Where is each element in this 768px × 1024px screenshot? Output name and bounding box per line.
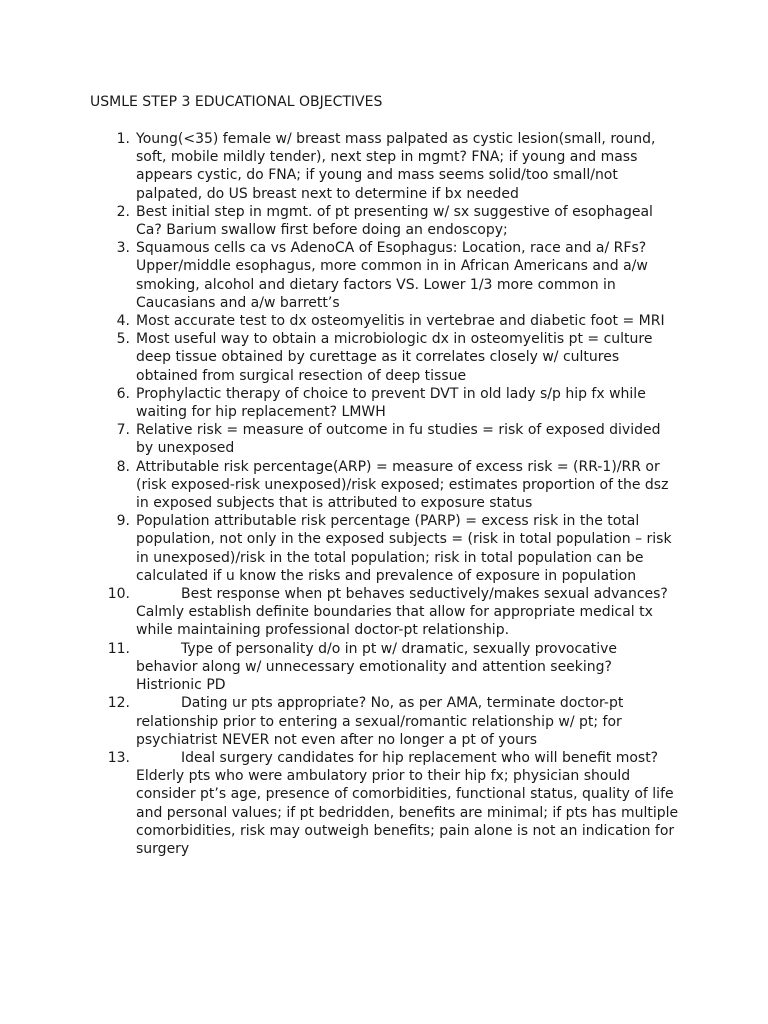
- list-item: [0, 385, 681, 421]
- list-item: [0, 239, 681, 312]
- item-number: 7.: [116, 422, 130, 439]
- item-text: [136, 640, 681, 695]
- list-item: [0, 330, 681, 385]
- item-text-content: Dating ur pts appropriate? No, as per AMA, terminate doctor-pt relationship prior to entering a sexual/romantic relationship w/ pt; for psychiatrist NEVER not even after no longer a pt of yours: [136, 695, 624, 748]
- item-number: 1.: [116, 131, 130, 147]
- item-number: 5.: [116, 331, 130, 348]
- item-text-content: Type of personality d/o in pt w/ dramatic, sexually provocative behavior along w/ unnecessary emotionality and attention seeking? Histrionic PD: [136, 640, 618, 694]
- item-number: 8.: [116, 458, 130, 475]
- item-number: 11.: [107, 640, 130, 657]
- item-text: Most useful way to obtain a microbiologic dx in osteomyelitis pt = culture deep tissue obtained by curettage as it correlates closely w/ cultures obtained from surgical resection of deep tissue: [136, 331, 653, 384]
- item-text: Young(<35) female w/ breast mass palpated as cystic lesion(small, round, soft, mobile mildly tender), next step in mgmt? FNA; if young and mass appears cystic, do FNA; if young and mass seems solid/too small/not palpated, do US breast next to determine if bx needed: [136, 131, 656, 202]
- item-text: [136, 694, 681, 749]
- list-item: [0, 312, 681, 330]
- list-item: [0, 640, 681, 695]
- item-text: Squamous cells ca vs AdenoCA of Esophagus: Location, race and a/ RFs? Upper/middle esophagus, more common in in African Americans and a/w smoking, alcohol and dietary factors VS. Lower 1/3 more common in Caucasians and a/w barrett’s: [136, 240, 648, 311]
- item-number: 12.: [107, 695, 130, 712]
- item-number: 10.: [107, 586, 130, 603]
- list-item: [0, 585, 681, 640]
- item-text-content: Ideal surgery candidates for hip replacement who will benefit most? Elderly pts who were ambulatory prior to their hip fx; physician should consider pt’s age, presence of comorbidities, functional status, quality of life and personal values; if pt bedridden, benefits are minimal; if pts has multiple comorbidities, risk may outweigh benefits; pain alone is not an indication for surgery: [136, 749, 679, 857]
- list-item: [0, 749, 681, 858]
- item-text: Most accurate test to dx osteomyelitis in vertebrae and diabetic foot = MRI: [136, 313, 665, 330]
- item-number: 3.: [116, 240, 130, 257]
- item-text: Best initial step in mgmt. of pt presenting w/ sx suggestive of esophageal Ca? Barium swallow first before doing an endoscopy;: [136, 203, 653, 239]
- item-number: 13.: [107, 749, 130, 766]
- item-number: 6.: [116, 385, 130, 402]
- list-item: [0, 421, 681, 457]
- item-number: 2.: [116, 203, 130, 220]
- list-item: [0, 694, 681, 749]
- list-item: [0, 458, 681, 513]
- list-item: [0, 512, 681, 585]
- item-text: Attributable risk percentage(ARP) = measure of excess risk = (RR-1)/RR or (risk exposed-risk unexposed)/risk exposed; estimates proportion of the dsz in exposed subjects that is attributed to exposure status: [136, 458, 669, 512]
- item-text: Relative risk = measure of outcome in fu studies = risk of exposed divided by unexposed: [136, 422, 661, 457]
- item-text: Prophylactic therapy of choice to prevent DVT in old lady s/p hip fx while waiting for hip replacement? LMWH: [136, 385, 646, 421]
- list-item: [0, 203, 681, 239]
- document-title: USMLE STEP 3 EDUCATIONAL OBJECTIVES: [90, 94, 383, 110]
- objectives-list: [0, 130, 768, 858]
- item-text: [136, 585, 681, 640]
- item-text: Population attributable risk percentage (PARP) = excess risk in the total population, not only in the exposed subjects = (risk in total population – risk in unexposed)/risk in the total population; risk in total population can be calculated if u know the risks and prevalence of exposure in population: [136, 513, 672, 584]
- item-number: 4.: [116, 313, 130, 330]
- list-item: [0, 130, 681, 203]
- item-text-content: Best response when pt behaves seductively/makes sexual advances? Calmly establish definite boundaries that allow for appropriate medical tx while maintaining professional doctor-pt relationship.: [136, 586, 668, 639]
- item-text: [136, 749, 681, 858]
- item-number: 9.: [116, 513, 130, 530]
